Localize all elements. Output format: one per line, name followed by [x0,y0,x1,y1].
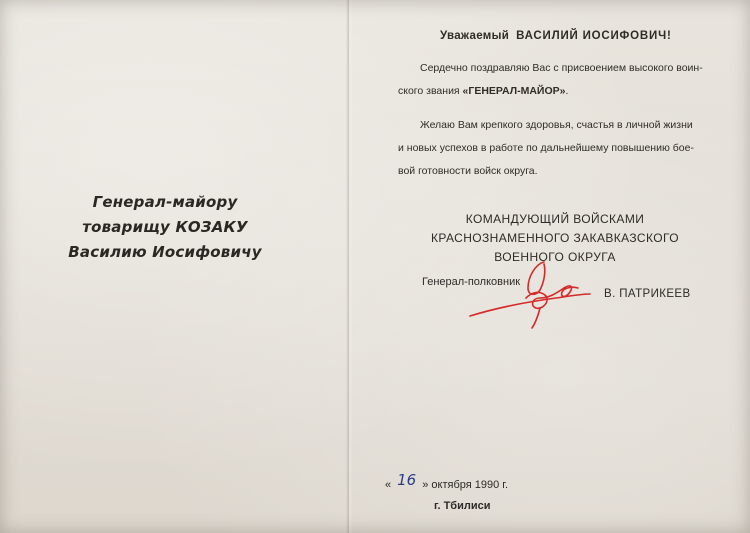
signer-name: В. ПАТРИКЕЕВ [604,288,691,300]
date-month-year: октября 1990 г. [431,479,509,491]
page-fold [346,0,352,533]
commander-title-line: КРАСНОЗНАМЕННОГО ЗАКАВКАЗСКОГО [431,231,679,245]
greeting-name: ВАСИЛИЙ ИОСИФОВИЧ! [516,30,672,42]
date-line [385,471,509,492]
city-line: г. Тбилиси [434,500,491,512]
addressee-rank: Генерал-майору [92,193,238,211]
signer-rank: Генерал-полковник [422,276,521,288]
paragraph-line: вой готовности войск округа. [398,165,538,177]
addressee-name: Василию Иосифовичу [68,243,262,261]
paragraph-line: Сердечно поздравляю Вас с присвоением высокого воин- [420,62,703,74]
greeting-prefix: Уважаемый [440,30,510,42]
greeting-line [440,30,672,42]
commander-title-line: КОМАНДУЮЩИЙ ВОЙСКАМИ [465,212,645,226]
addressee-block [20,190,310,265]
wishes-paragraph [398,114,694,183]
paragraph-text: . [565,85,569,97]
handwritten-day: 16 [397,471,417,489]
date-close-quote: » [422,479,429,491]
paragraph-line [398,80,703,103]
commander-title-line: ВОЕННОГО ОКРУГА [494,250,616,264]
addressee-surname: товарищу КОЗАКУ [82,218,248,236]
date-open-quote: « [385,479,392,491]
paragraph-line: Желаю Вам крепкого здоровья, счастья в личной жизни [420,119,693,131]
paragraph-text: ского звания [398,85,460,97]
paragraph-line: и новых успехов в работе по дальнейшему повышению бое- [398,142,694,154]
handwritten-signature [466,252,616,342]
rank-title: «ГЕНЕРАЛ-МАЙОР» [462,85,566,97]
congratulation-paragraph [398,57,703,103]
